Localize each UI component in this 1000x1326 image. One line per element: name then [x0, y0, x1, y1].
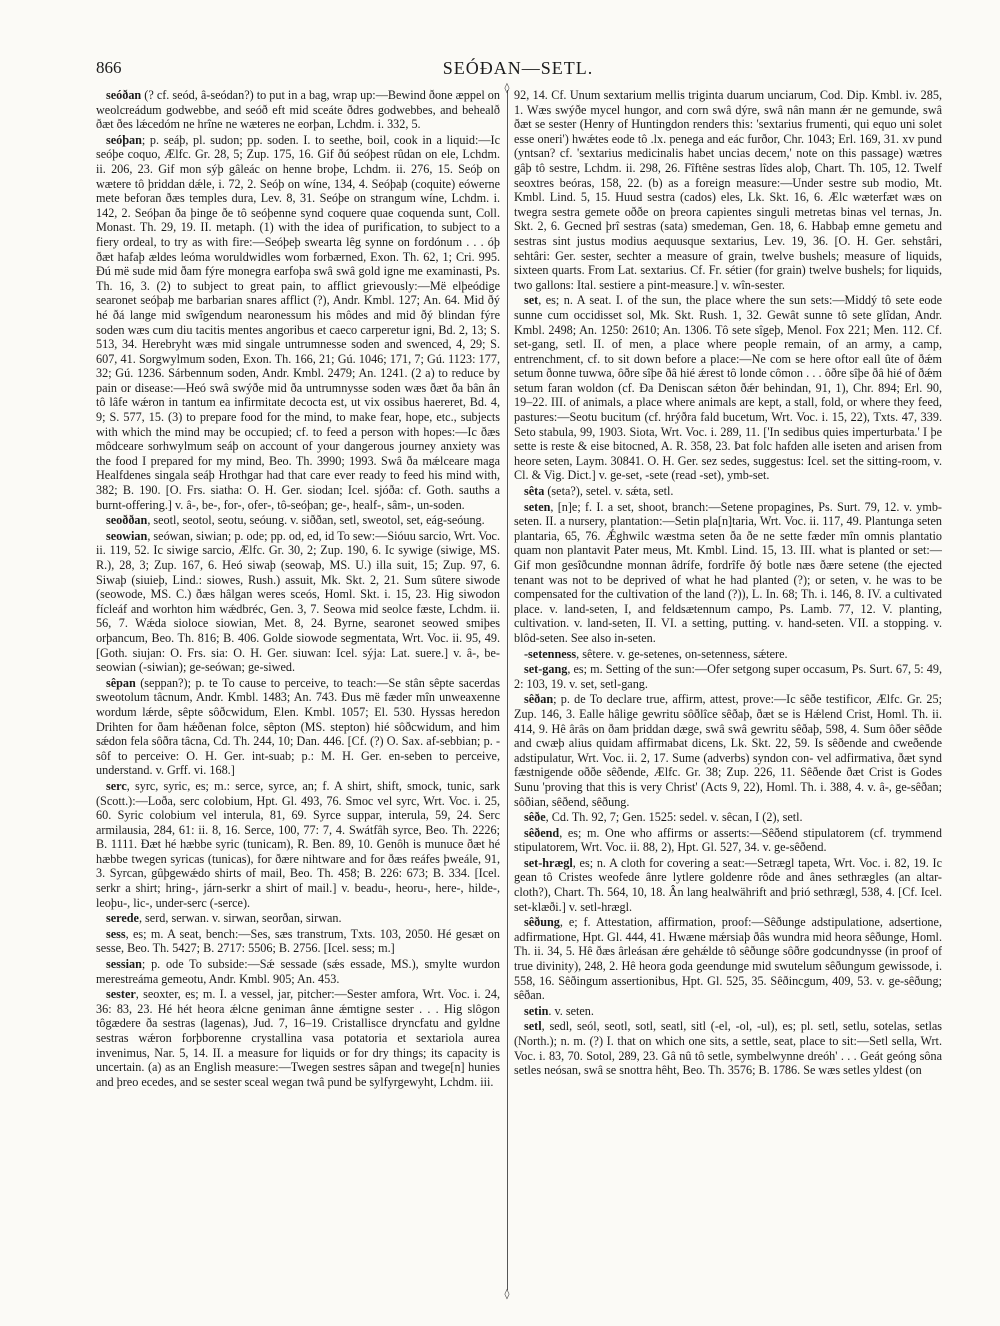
- entry-definition: (? cf. seód, â-seódan?) to put in a bag, wrap up:—Bewind ðone æppel on weolcreádum godwebbe, and seóð eft mid sceáte ðdres godwebbes, and behealð ðæt ðes lǽcedóm ne hrîne ne wæteres ne eorþan, Lchdm. i. 332, 5.: [96, 88, 500, 132]
- dictionary-entry: [96, 676, 500, 778]
- dictionary-entry: [96, 133, 500, 512]
- entry-headword: seten: [524, 499, 551, 514]
- column-divider: [507, 90, 508, 1290]
- entry-headword: sêpan: [106, 675, 136, 690]
- entry-headword: seowian: [106, 528, 148, 543]
- entry-definition: ; p. seáþ, pl. sudon; pp. soden. I. to seethe, boil, cook in a liquid:—Ic seóþe coquo, Ælfc. Gr. 28, 5; Zup. 175, 16. Gif ðú seóþest rûdan on ele, Lchdm. ii. 206, 23. Gif mon sýþ gâleác on henne broþe, Lchdm. ii. 276, 15. Seóþ on wætere tô þriddan dǽle, i. 72, 2. Seóþ on wíne, 134, 4. Seóþaþ (coquite) eówerne mete beforan ðæs temples dura, Lev. 8, 31. Seóþe on strangum wíne, Lchdm. i. 142, 2. Seóþan ða þinge ðe tô seóþenne synd coquere quae coquenda sunt, Coll. Monast. Th. 29, 19. II. metaph. (1) with the idea of purification, to subject to a fiery ordeal, to try as with fire:—Seóþeþ swearta lêg synne on fordónum . . . óþ ðæt hafaþ ældes leóma woruldwidles wom forbærned, Exon. Th. 62, 1; Cri. 995. Ðú më sude mid ðam fýre monegra earfoþa swâ swâ gold igne me examinasti, Ps. Th. 16, 3. (2) to subject to great pain, to afflict grievously:—Më elþeódige searonet seóþaþ me barbarian snares afflict (?), Andr. Kmbl. 127; An. 64. Mid ðý hé ðá lange mid swîgendum nearonessum his môdes and mid ðý blindan fýre soden wæs cum diu tacitis mentes angoribus et caeco carperetur igni, Bd. 2, 13; S. 513, 34. Herebryht wæs mid singale untrumnesse soden and swenced, 4, 29; S. 607, 41. Sorgwylmum soden, Exon. Th. 166, 21; Gú. 1046; 171, 7; Gú. 1123: 177, 32; Gú. 1236. Sárbennum soden, Andr. Kmbl. 2479; An. 1241. (2 a) to reduce by pain or disease:—Heó swâ swýðe mid ða untrumnysse soden wæs ðæt ða bân ân tô lâfe wǽron in tantum ea infirmitate decocta est, ut vix ossibus haereret, Bd. 4, 9; S. 577, 15. (3) to prepare food for the mind, to make fear, hope, etc., subjects with which the mind may be occupied; cf. to feed a person with hopes:—Ic ðæs môdceare sorhwylmum seáþ on account of your dangerous journey anxiety was the food I prepared for my mind, Beo. Th. 3990; 1993. Swâ ða mǽlceare maga Healfdenes singala seáþ Hrothgar had that care ever ready to feed his mind with, 382; B. 190. [O. Frs. siatha: O. H. Ger. siodan; Icel. sjóða: cf. Goth. sauths a burnt-offering.] v. â-, be-, for-, ofer-, tô-seóþan; ge-, healf-, sâm-, un-soden.: [96, 132, 500, 512]
- dictionary-entry: [514, 1004, 942, 1019]
- dictionary-entry: [514, 484, 942, 499]
- entry-definition: , es; m. One who affirms or asserts:—Sêðend stipulatorem (cf. trymmend stipulatorem, Wrt. Voc. ii. 88, 2), Hpt. Gl. 527, 34. v. ge-sêðend.: [514, 825, 942, 855]
- entry-definition: , seotl, seotol, seotu, seóung. v. siððan, setl, sweotol, set, eág-seóung.: [147, 513, 485, 528]
- entry-definition: , e; f. Attestation, affirmation, proof:—Sêðunge adstipulatione, adsertione, adfirmatione, Hpt. Gl. 444, 41. Hwæne mǽrsiaþ ðâs wundra mid heora sêðunge, Homl. Th. ii. 34, 5. Hê ðæs ârleásan ǽre gehǽlde tô sêðunge sôðre godcundnysse (in proof of true divinity), 248, 2. Hê heora goda geendunge mid swutelum sêðungum gewissode, i. 558, 16. Sêðingum assertionibus, Hpt. Gl. 525, 35. Sêðincgum, 409, 53. v. ge-sêðung; sêðan.: [514, 915, 942, 1003]
- entry-definition: , seoxter, es; m. I. a vessel, jar, pitcher:—Sester amfora, Wrt. Voc. i. 24, 36: 83, 23. Hé hét heora ǽlcne geniman ânne ǽmtigne sester . . . Hig slôgon tôgædere ða sestras (lagenas), Jud. 7, 16–19. Cristallisce dryncfatu and gyldne sestras wǽron forþborenne crystallina vasa potatoria et sextariola aurea invenimus, Nar. 5, 14. II. a measure for liquids or for dry things; its capacity is uncertain. (a) as an English measure:—Twegen sestres sâpan and twege[n] hunies and þreo ecedes, and se sester sceal wegan twâ pund be sylfyrgewyht, Lchdm. iii.: [96, 987, 500, 1089]
- entry-definition: (seta?), setel. v. sǽta, setl.: [544, 484, 674, 499]
- dictionary-entry: [514, 662, 942, 691]
- entry-headword: set-hrægl: [524, 855, 573, 870]
- entry-headword: seóðan: [106, 88, 142, 102]
- dictionary-entry: [96, 987, 500, 1089]
- page-header: [96, 58, 940, 82]
- entry-headword: sess: [106, 926, 126, 941]
- bottom-ornament-icon: ◊: [504, 1289, 510, 1300]
- dictionary-entry: [96, 513, 500, 528]
- entry-headword: -setenness: [524, 646, 577, 661]
- dictionary-entry: [96, 957, 500, 986]
- entry-headword: seóþan: [106, 132, 142, 147]
- dictionary-entry: [514, 915, 942, 1003]
- entry-headword: seoððan: [106, 513, 148, 528]
- dictionary-entry: [514, 856, 942, 914]
- entry-definition: , seówan, siwian; p. ode; pp. od, ed, id To sew:—Sióuu sarcio, Wrt. Voc. ii. 119, 52. Ic siwige sarcio, Ælfc. Gr. 30, 2; Zup. 190, 6. Ic sywige (siwige, MS. R.), 28, 3; Zup. 167, 6. Heó siwaþ (seowaþ, MS. U.) illa suit, 15; Zup. 97, 6. Siwaþ (siuieþ, Lind.: siowes, Rush.) assuit, Mk. Skt. 2, 21. Sum sûtere siwode (seowode, MS. C.) ðæs hâlgan weres sceós, Homl. Skt. i. 15, 23. Hig siwodon fícleáf and worhton him wǽdbréc, Gen. 3, 7. Seowa mid seolce fæste, Lchdm. ii. 56, 7. Wǽda sioloce siowian, Met. 8, 24. Byrne, searonet seowed smiþes orþancum, Beo. Th. 816; B. 406. Golde siowode segmentata, Wrt. Voc. ii. 95, 49. [Goth. siujan: O. Frs. sia: O. H. Ger. siuwan: Icel. sýja: Lat. suere.] v. â-, be-seowian (-siwian); ge-seówan; ge-siwed.: [96, 528, 500, 675]
- entry-definition: ; p. ode To subside:—Sǽ sessade (sǽs essade, MS.), smylte wurdon merestreáma gemeotu, Andr. Kmbl. 905; An. 453.: [96, 957, 500, 986]
- right-column: [514, 88, 942, 1298]
- entry-headword: sêðend: [524, 825, 560, 840]
- entry-definition: , serd, serwan. v. sirwan, seorðan, sirwan.: [138, 911, 342, 926]
- entry-headword: sêta: [524, 484, 545, 499]
- entry-headword: sêðe: [524, 810, 546, 825]
- entry-definition: , es; n. A seat. I. of the sun, the place where the sun sets:—Middý tô sete eode sunne cum occidisset sol, Mk. Skt. Rush. 1, 32. Gewât sunne tô sete glîdan, Andr. Kmbl. 2498; An. 1250: 2610; An. 1306. Tô sete sîgeþ, Menol. Fox 221; Men. 112. Cf. set-gang, setl. II. of men, a place where people remain, of an army, a camp, entrenchment, cf. to sit down before a place:—Ne com se here oftor eall ûte of ðǽm setum ðonne tuwwa, ôðre sîþe ðâ hié ǽrest tô londe cômon . . . ôðre sîþe ðâ hié of ðǽm setum faran woldon (cf. Ða Deniscan sǽton ðǽr behindan, 91, 1), Chr. 894; Erl. 90, 19–22. III. of animals, a place where animals are kept, a stall, fold, or where they feed, pastures:—Seotu bucitum (cf. hrýðra fald bucetum, Wrt. Voc. i. 15, 22), Txts. 47, 339. Seto stabula, 99, 1903. Siota, Wrt. Voc. i. 289, 11. ['In sedibus quies imperturbata.' I þe sette is reste & eise bitocned, A. R. 358, 23. Þat folc hafden alle iseten and arisen from heore seten, Laym. 30841. O. H. Ger. sez sedes, suggestus: Icel. set the sitting-room, v. Cl. & Vig. Dict.] v. ge-set, -sete (read -set), ymb-set.: [514, 293, 942, 483]
- entry-headword: setin: [524, 1003, 549, 1018]
- left-column: [96, 88, 500, 1298]
- entry-definition: (seppan?); p. te To cause to perceive, to teach:—Se stân sêpte sacerdas sweotolum tâcnum, Andr. Kmbl. 1483; An. 743. Ðus më fæder mîn unweaxenne wordum lǽrde, sêpte sôðcwidum, Elen. Kmbl. 1057; El. 530. Hyssas heredon Drihten for ðam hǽðenan folce, sêpton (MS. stepton) hié sôðcwidum, and him sǽdon fela sôðra tâcna, Cd. Th. 244, 10; Dan. 446. [Cf. (?) O. Sax. af-sebbian; p. -sôf to perceive: O. H. Ger. int-suab; p.: M. H. Ger. en-seben to perceive, understand. v. Grff. vi. 168.]: [96, 675, 500, 778]
- dictionary-entry: [514, 826, 942, 855]
- page-title: SEÓÐAN—SETL.: [442, 58, 594, 78]
- entry-headword: sêðan: [524, 692, 554, 707]
- entry-headword: sessian: [106, 957, 142, 972]
- dictionary-entry: [514, 500, 942, 646]
- entry-definition: , syrc, syric, es; m.: serce, syrce, an; f. A shirt, shift, smock, tunic, sark (Scott.):—Loða, serc colobium, Hpt. Gl. 493, 76. Smoc vel syrc, Wrt. Voc. i. 25, 60. Syric colobium vel interula, 81, 69. Syrce suppar, interula, 59, 24. Serc armilausia, 284, 61: ii. 8, 16. Serce, 100, 77: 7, 4. Swátfâh syrce, Beo. Th. 2226; B. 1111. Ðæt hé hæbbe syric (tunicam), R. Ben. 89, 10. Genôh is munuce ðæt hé hæbbe twegen syricas (tunicas), for ðære nihtware and for ðæs reáfes þweále, 91, 3. Syrcan, gûþgewǽdo shirts of mail, Beo. Th. 458; B. 226: 673; B. 334. [Icel. serkr a shirt; hring-, járn-serkr a shirt of mail.] v. beadu-, heoru-, here-, hilde-, leoþu-, lic-, under-serc (-serce).: [96, 778, 500, 910]
- entry-definition: , es; m. Setting of the sun:—Ofer setgong super occasum, Ps. Surt. 67, 5: 49, 2: 103, 19. v. set, setl-gang.: [514, 662, 942, 691]
- entry-definition: . v. seten.: [548, 1003, 594, 1018]
- dictionary-entry: [514, 88, 942, 292]
- dictionary-entry: [514, 692, 942, 809]
- dictionary-entry: [96, 911, 500, 926]
- dictionary-entry: [514, 810, 942, 825]
- entry-definition: , Cd. Th. 92, 7; Gen. 1525: sedel. v. sêcan, I (2), setl.: [545, 810, 803, 825]
- entry-definition: , es; m. A seat, bench:—Ses, sæs transtrum, Txts. 103, 2050. Hé gesæt on sesse, Beo. Th. 5427; B. 2717: 5506; B. 2756. [Icel. sess; m.]: [96, 926, 500, 956]
- entry-definition: , sêtere. v. ge-setenes, on-setenness, sǽtere.: [576, 646, 788, 661]
- dictionary-entry: [96, 927, 500, 956]
- entry-headword: serc: [106, 778, 127, 793]
- top-ornament-icon: ◊: [504, 83, 510, 94]
- entry-definition: , sedl, seól, seotl, sotl, seatl, sitl (-el, -ol, -ul), es; pl. setl, setlu, sotelas, setlas (North.); n. m. (?) I. that on which one sits, a settle, seat, place to sit:—Setl sella, Wrt. Voc. i. 83, 70. Sotol, 289, 23. Gâ nû tô setle, symbelwynne dreóh' . . . Geát geóng sôna setles neósan, swâ se snottra hêht, Beo. Th. 3576; B. 1786. Se wæs setles yldest (on: [514, 1019, 942, 1078]
- entry-definition: , es; n. A cloth for covering a seat:—Setrægl tapeta, Wrt. Voc. i. 82, 19. Ic gean tô Cristes weofede ânre lytlere goldenre rôde and ânes sethrægles (an altar-cloth?), Chart. Th. 564, 10, 18. Ân lang healwährift and þrió sethrægl, 538, 4. [Cf. Icel. set-klæði.] v. setl-hrægl.: [514, 855, 942, 914]
- dictionary-entry: [514, 647, 942, 662]
- entry-headword: setl: [524, 1019, 542, 1034]
- entry-headword: set-gang: [524, 662, 568, 677]
- entry-definition: ; p. de To declare true, affirm, attest, prove:—Ic sêðe testificor, Ælfc. Gr. 25; Zup. 146, 3. Ealle hâlige gewritu sôðlîce sêðaþ, ðæt se is Hǽlend Crist, Homl. Th. ii. 414, 9. Hê ârâs on ðam þriddan dæge, swâ swâ gewritu sêðaþ, 598, 4. Sum ôðer sêðde and cwæþ alius quidam affirmabat dicens, Lk. Skt. 22, 59. Is sêðende and cweðende adstipulatur, Wrt. Voc. ii. 2, 17. Sume (adverbs) syndon con- vel adfirmativa, ðæt synd fæstnigende oððe sêðende, Ælfc. Gr. 38; Zup. 226, 11. Sêðende ðæt Crist is Godes Sunu 'proving that this is very Christ' (Acts 9, 22), Homl. Th. i. 388, 4. v. â-, ge-sêðan; sôðian, sêðend, sêðung.: [514, 692, 942, 809]
- dictionary-entry: [96, 88, 500, 132]
- entry-headword: sêðung: [524, 915, 560, 930]
- entry-headword: serede: [106, 911, 139, 926]
- entry-headword: set: [524, 293, 539, 308]
- dictionary-entry: [96, 529, 500, 675]
- dictionary-entry: [96, 779, 500, 910]
- page-number: 866: [96, 58, 122, 77]
- entry-definition: 92, 14. Cf. Unum sextarium mellis triginta duarum unciarum, Cod. Dip. Kmbl. iv. 285, 1. Wæs swýðe mycel hungor, and corn swâ dýre, swâ nân mann ǽr ne gemunde, swâ ðæt se sester (Henry of Huntingdon renders this: 'sextarius frumenti, qui equo uni solet esse oneri') hwǽtes eode tô .lx. penega and eác furðor, Chr. 1043; Erl. 169, 31. xv pund (yntsan? cf. 'sextarius medicinalis habet uncias decem,' note on this passage) wætres gâþ tô sestre, Lchdm. ii. 298, 26. Fîftêne sestras lîdes aloþ, Chart. Th. 105, 12. Twelf seoxtres beóras, 158, 22. (b) as a foreign measure:—Under sestre sub modio, Mt. Kmbl. Lind. 5, 15. Huud sestra (cados) eles, Lk. Skt. 16, 6. Ælc wæterfæt wæs on twegra sestra gemete oððe on þreora capientes singuli metretas binas vel ternas, Jn. Skt. 2, 6. Gecned þrî sestras (sata) smedeman, Gen. 18, 6. Habbaþ emne gemetu and sestras sint justus modius aequusque sextarius, Lev. 19, 36. [O. H. Ger. sehstâri, sehtâri: Ger. sester, sechter a measure of grain, twelve bushels; measure of liquids, sixteen quarts. From Lat. sextarius. Cf. Fr. sétier (for grain) twelve bushels; for liquids, two gallons: Ital. sestiere a pint-measure.] v. wîn-sester.: [514, 88, 942, 292]
- entry-definition: , [n]e; f. I. a set, shoot, branch:—Setene propagines, Ps. Surt. 79, 12. v. ymb-seten. II. a nursery, plantation:—Setin pla[n]taria, Wrt. Voc. ii. 117, 49. Plantunga seten plantaria, 65, 76. Ǽghwilc wæstma seten ða ðe ne sette fæder mîn omnis plantatio quam non plantavit Pater meus, Mt. Kmbl. Lind. 15, 13. III. what is planted or set:—Gif mon gesîðcundne monnan âdrífe, fordrîfe ðý botle næs ðære setene (the ejected tenant was not to be deprived of what he had planted (?); or seten, v. he was to be compensated for the cultivation of the land (?)), L. In. 68; Th. i. 146, 8. IV. a cultivated place. v. land-seten, I, and feldsætennum campo, Ps. Lamb. 77, 12. V. planting, cultivation. v. land-seten, II. VI. a setting, putting. v. hand-seten. VII. a stopping. v. blôd-seten. See also in-seten.: [514, 499, 942, 645]
- entry-headword: sester: [106, 987, 136, 1002]
- dictionary-entry: [514, 293, 942, 483]
- dictionary-entry: [514, 1019, 942, 1077]
